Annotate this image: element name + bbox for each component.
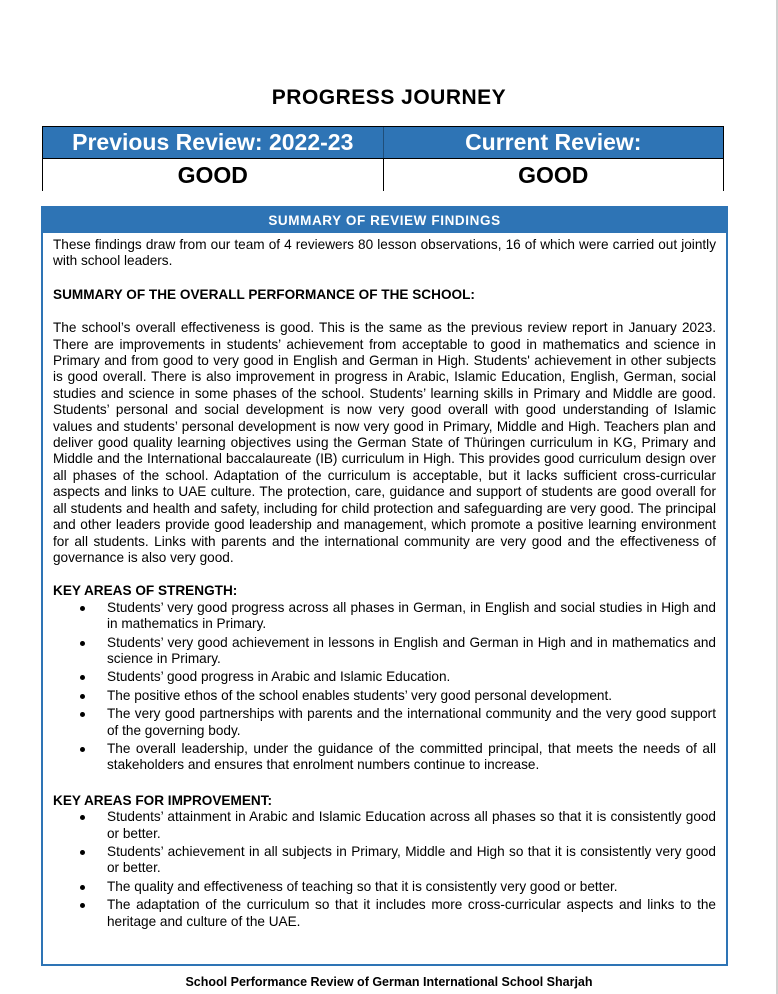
- overall-performance-paragraph: The school’s overall effectiveness is good. This is the same as the previous review report in January 2023. There are improvements in students’ achievement from acceptable to good in mathematics and science in Primary and from good to very good in English and German in High. Students' achievement in other subjects is good overall. There is also improvement in progress in Arabic, Islamic Education, English, German, social studies and science in some phases of the school. Students’ learning skills in Primary and Middle are good. Students’ personal and social development is now very good overall with good understanding of Islamic values and students’ personal development is now very good in Primary, Middle and High. Teachers plan and deliver good quality learning objectives using the German State of Thüringen curriculum in KG, Primary and Middle and the International baccalaureate (IB) curriculum in High. This provides good curriculum design over all phases of the school. Adaptation of the curriculum is acceptable, but it lacks sufficient cross-curricular aspects and links to UAE culture. The protection, care, guidance and support of students are good overall for all students and health and safety, including for child protection and safeguarding are very good. The principal and other leaders provide good leadership and management, which promote a positive learning environment for all students. Links with parents and the international community are very good and the effectiveness of governance is also very good.: [53, 320, 716, 565]
- summary-header: SUMMARY OF REVIEW FINDINGS: [43, 208, 726, 233]
- list-item: [53, 669, 716, 685]
- bullet-icon: [80, 903, 85, 908]
- list-item: [53, 706, 716, 739]
- list-item: [53, 844, 716, 877]
- improvement-item-text: Students’ attainment in Arabic and Islamic Education across all phases so that it is consistently good or better.: [107, 809, 716, 841]
- bullet-icon: [80, 675, 85, 680]
- review-table-value-row: [43, 158, 723, 191]
- strength-item-text: Students’ very good progress across all phases in German, in English and social studies in High and in mathematics in Primary.: [107, 599, 716, 632]
- strengths-list: [53, 600, 716, 774]
- improvement-item-text: The quality and effectiveness of teaching so that it is consistently very good or better.: [107, 878, 618, 894]
- list-item: [53, 688, 716, 704]
- bullet-icon: [80, 606, 85, 611]
- review-table-header-row: [43, 127, 723, 158]
- bullet-icon: [80, 641, 85, 646]
- list-item: [53, 635, 716, 668]
- strength-item-text: The overall leadership, under the guidance of the committed principal, that meets the needs of all stakeholders and ensures that enrolment numbers continue to increase.: [107, 740, 716, 773]
- strength-item-text: The positive ethos of the school enables students’ very good personal development.: [107, 687, 613, 703]
- improvement-item-text: Students’ achievement in all subjects in Primary, Middle and High so that it is consistently very good or better.: [107, 844, 716, 876]
- previous-review-rating: GOOD: [43, 159, 384, 191]
- strengths-heading: KEY AREAS OF STRENGTH:: [53, 583, 238, 599]
- bullet-icon: [80, 712, 85, 717]
- improvement-heading: KEY AREAS FOR IMPROVEMENT:: [53, 792, 273, 808]
- list-item: [53, 879, 716, 895]
- list-item: [53, 897, 716, 930]
- strength-item-text: Students’ good progress in Arabic and Islamic Education.: [107, 669, 451, 685]
- review-status-table: [42, 126, 724, 191]
- strength-item-text: The very good partnerships with parents and the international community and the very good support of the governing body.: [107, 706, 716, 738]
- previous-review-label: Previous Review: 2022-23: [43, 127, 384, 158]
- current-review-rating: GOOD: [518, 161, 589, 188]
- bullet-icon: [80, 850, 85, 855]
- improvement-item-text: The adaptation of the curriculum so that it includes more cross-curricular aspects and links to the heritage and culture of the UAE.: [107, 897, 716, 929]
- bullet-icon: [80, 694, 85, 699]
- intro-paragraph: These findings draw from our team of 4 reviewers 80 lesson observations, 16 of which were carried out jointly with school leaders.: [53, 237, 716, 269]
- current-review-label: Current Review:: [465, 129, 642, 155]
- list-item: [53, 741, 716, 774]
- summary-of-findings-box: [41, 206, 728, 966]
- list-item: [53, 809, 716, 842]
- bullet-icon: [80, 885, 85, 890]
- strength-item-text: Students’ very good achievement in lessons in English and German in High and in mathematics and science in Primary.: [107, 634, 716, 666]
- overall-performance-heading: SUMMARY OF THE OVERALL PERFORMANCE OF THE SCHOOL:: [53, 286, 475, 302]
- bullet-icon: [80, 747, 85, 752]
- page-footer: School Performance Review of German International School Sharjah: [185, 975, 593, 989]
- page-title: PROGRESS JOURNEY: [271, 86, 507, 109]
- summary-content: [43, 233, 726, 930]
- bullet-icon: [80, 815, 85, 820]
- list-item: [53, 600, 716, 633]
- improvement-list: [53, 809, 716, 930]
